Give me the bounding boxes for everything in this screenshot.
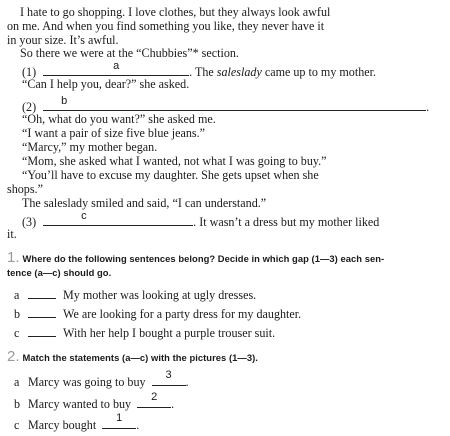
gap-3-blank[interactable] — [43, 210, 193, 226]
dialogue-1: “Oh, what do you want?” she asked me. — [22, 112, 216, 126]
task-2-item-a — [14, 369, 189, 389]
dialogue-5a: “You’ll have to excuse my daughter. She gets upset when she — [22, 168, 319, 182]
task-1-heading — [7, 251, 384, 266]
gap-2-blank[interactable] — [43, 95, 426, 111]
task-2-item-letter: b — [14, 397, 21, 411]
task-2-item-b-answer: 2 — [151, 391, 158, 403]
task-1-item-text: We are looking for a party dress for my daughter. — [63, 307, 302, 321]
gap-1-blank[interactable] — [43, 60, 189, 76]
task-2-item-end: . — [171, 397, 175, 411]
task-2-item-a-answer: 3 — [165, 369, 172, 381]
task-2-number: 2. — [7, 348, 20, 365]
dialogue-5b: shops.” — [7, 182, 43, 196]
gap-1-label: (1) — [22, 65, 37, 79]
task-1-number: 1. — [7, 249, 20, 266]
gap-1-after-em: saleslady — [216, 65, 262, 79]
task-1-item-a — [14, 286, 256, 302]
task-1-item-c-blank[interactable] — [28, 324, 56, 337]
task-2-item-b-blank[interactable] — [137, 391, 171, 408]
dialogue-3: “Marcy,” my mother began. — [22, 140, 158, 154]
task-1-item-letter: b — [14, 307, 21, 321]
dialogue-6: The saleslady smiled and said, “I can understand.” — [22, 196, 267, 210]
story-line-3: in your size. It’s awful. — [7, 33, 119, 47]
task-1-instruction-line-2: tence (a—c) should go. — [7, 267, 112, 278]
task-2-item-letter: c — [14, 418, 20, 432]
task-1-item-b-blank[interactable] — [28, 305, 56, 318]
gap-3-answer: c — [81, 210, 87, 222]
story-line-4: So there we were at the “Chubbies”* section. — [20, 46, 239, 60]
gap-3-label: (3) — [22, 215, 37, 229]
task-1-item-text: With her help I bought a purple trouser suit. — [63, 326, 276, 340]
task-1-item-letter: c — [14, 326, 20, 340]
gap-2-end: . — [426, 100, 430, 114]
story-line-2: on me. And when you find something you like, they never have it — [7, 19, 325, 33]
task-2-item-c-blank[interactable] — [102, 412, 136, 429]
gap-2-answer: b — [61, 95, 68, 107]
task-1-item-letter: a — [14, 288, 20, 302]
task-2-item-c-answer: 1 — [116, 412, 123, 424]
gap-1-answer: a — [113, 60, 120, 72]
task-1-item-c — [14, 324, 275, 340]
dialogue-2: “I want a pair of size five blue jeans.” — [22, 126, 206, 140]
task-1-instruction-line-1: Where do the following sentences belong? Decide in which gap (1—3) each sen- — [22, 253, 385, 264]
task-1-item-a-blank[interactable] — [28, 286, 56, 299]
task-2-item-text: Marcy bought — [28, 418, 97, 432]
gap-3-line — [22, 210, 380, 229]
story-can-help: “Can I help you, dear?” she asked. — [22, 77, 190, 91]
task-1-item-b — [14, 305, 301, 321]
task-2-heading — [7, 350, 258, 365]
gap-3-continuation: it. — [7, 227, 17, 241]
task-2-item-end: . — [136, 418, 140, 432]
task-2-item-end: . — [185, 375, 189, 389]
task-2-item-c — [14, 412, 140, 432]
gap-1-after-post: came up to my mother. — [261, 65, 377, 79]
gap-1-after-pre: . The — [189, 65, 217, 79]
task-2-item-text: Marcy was going to buy — [28, 375, 146, 389]
gap-3-after: . It wasn’t a dress but my mother liked — [193, 215, 380, 229]
task-1-item-text: My mother was looking at ugly dresses. — [63, 288, 257, 302]
task-2-item-b — [14, 391, 175, 411]
task-2-item-letter: a — [14, 375, 20, 389]
dialogue-4: “Mom, she asked what I wanted, not what I was going to buy.” — [22, 154, 327, 168]
gap-2-label: (2) — [22, 100, 37, 114]
story-line-1: I hate to go shopping. I love clothes, but they always look awful — [20, 5, 331, 19]
task-2-item-a-blank[interactable] — [152, 369, 186, 386]
task-2-item-text: Marcy wanted to buy — [28, 397, 132, 411]
task-2-instruction: Match the statements (a—c) with the pictures (1—3). — [22, 352, 258, 363]
